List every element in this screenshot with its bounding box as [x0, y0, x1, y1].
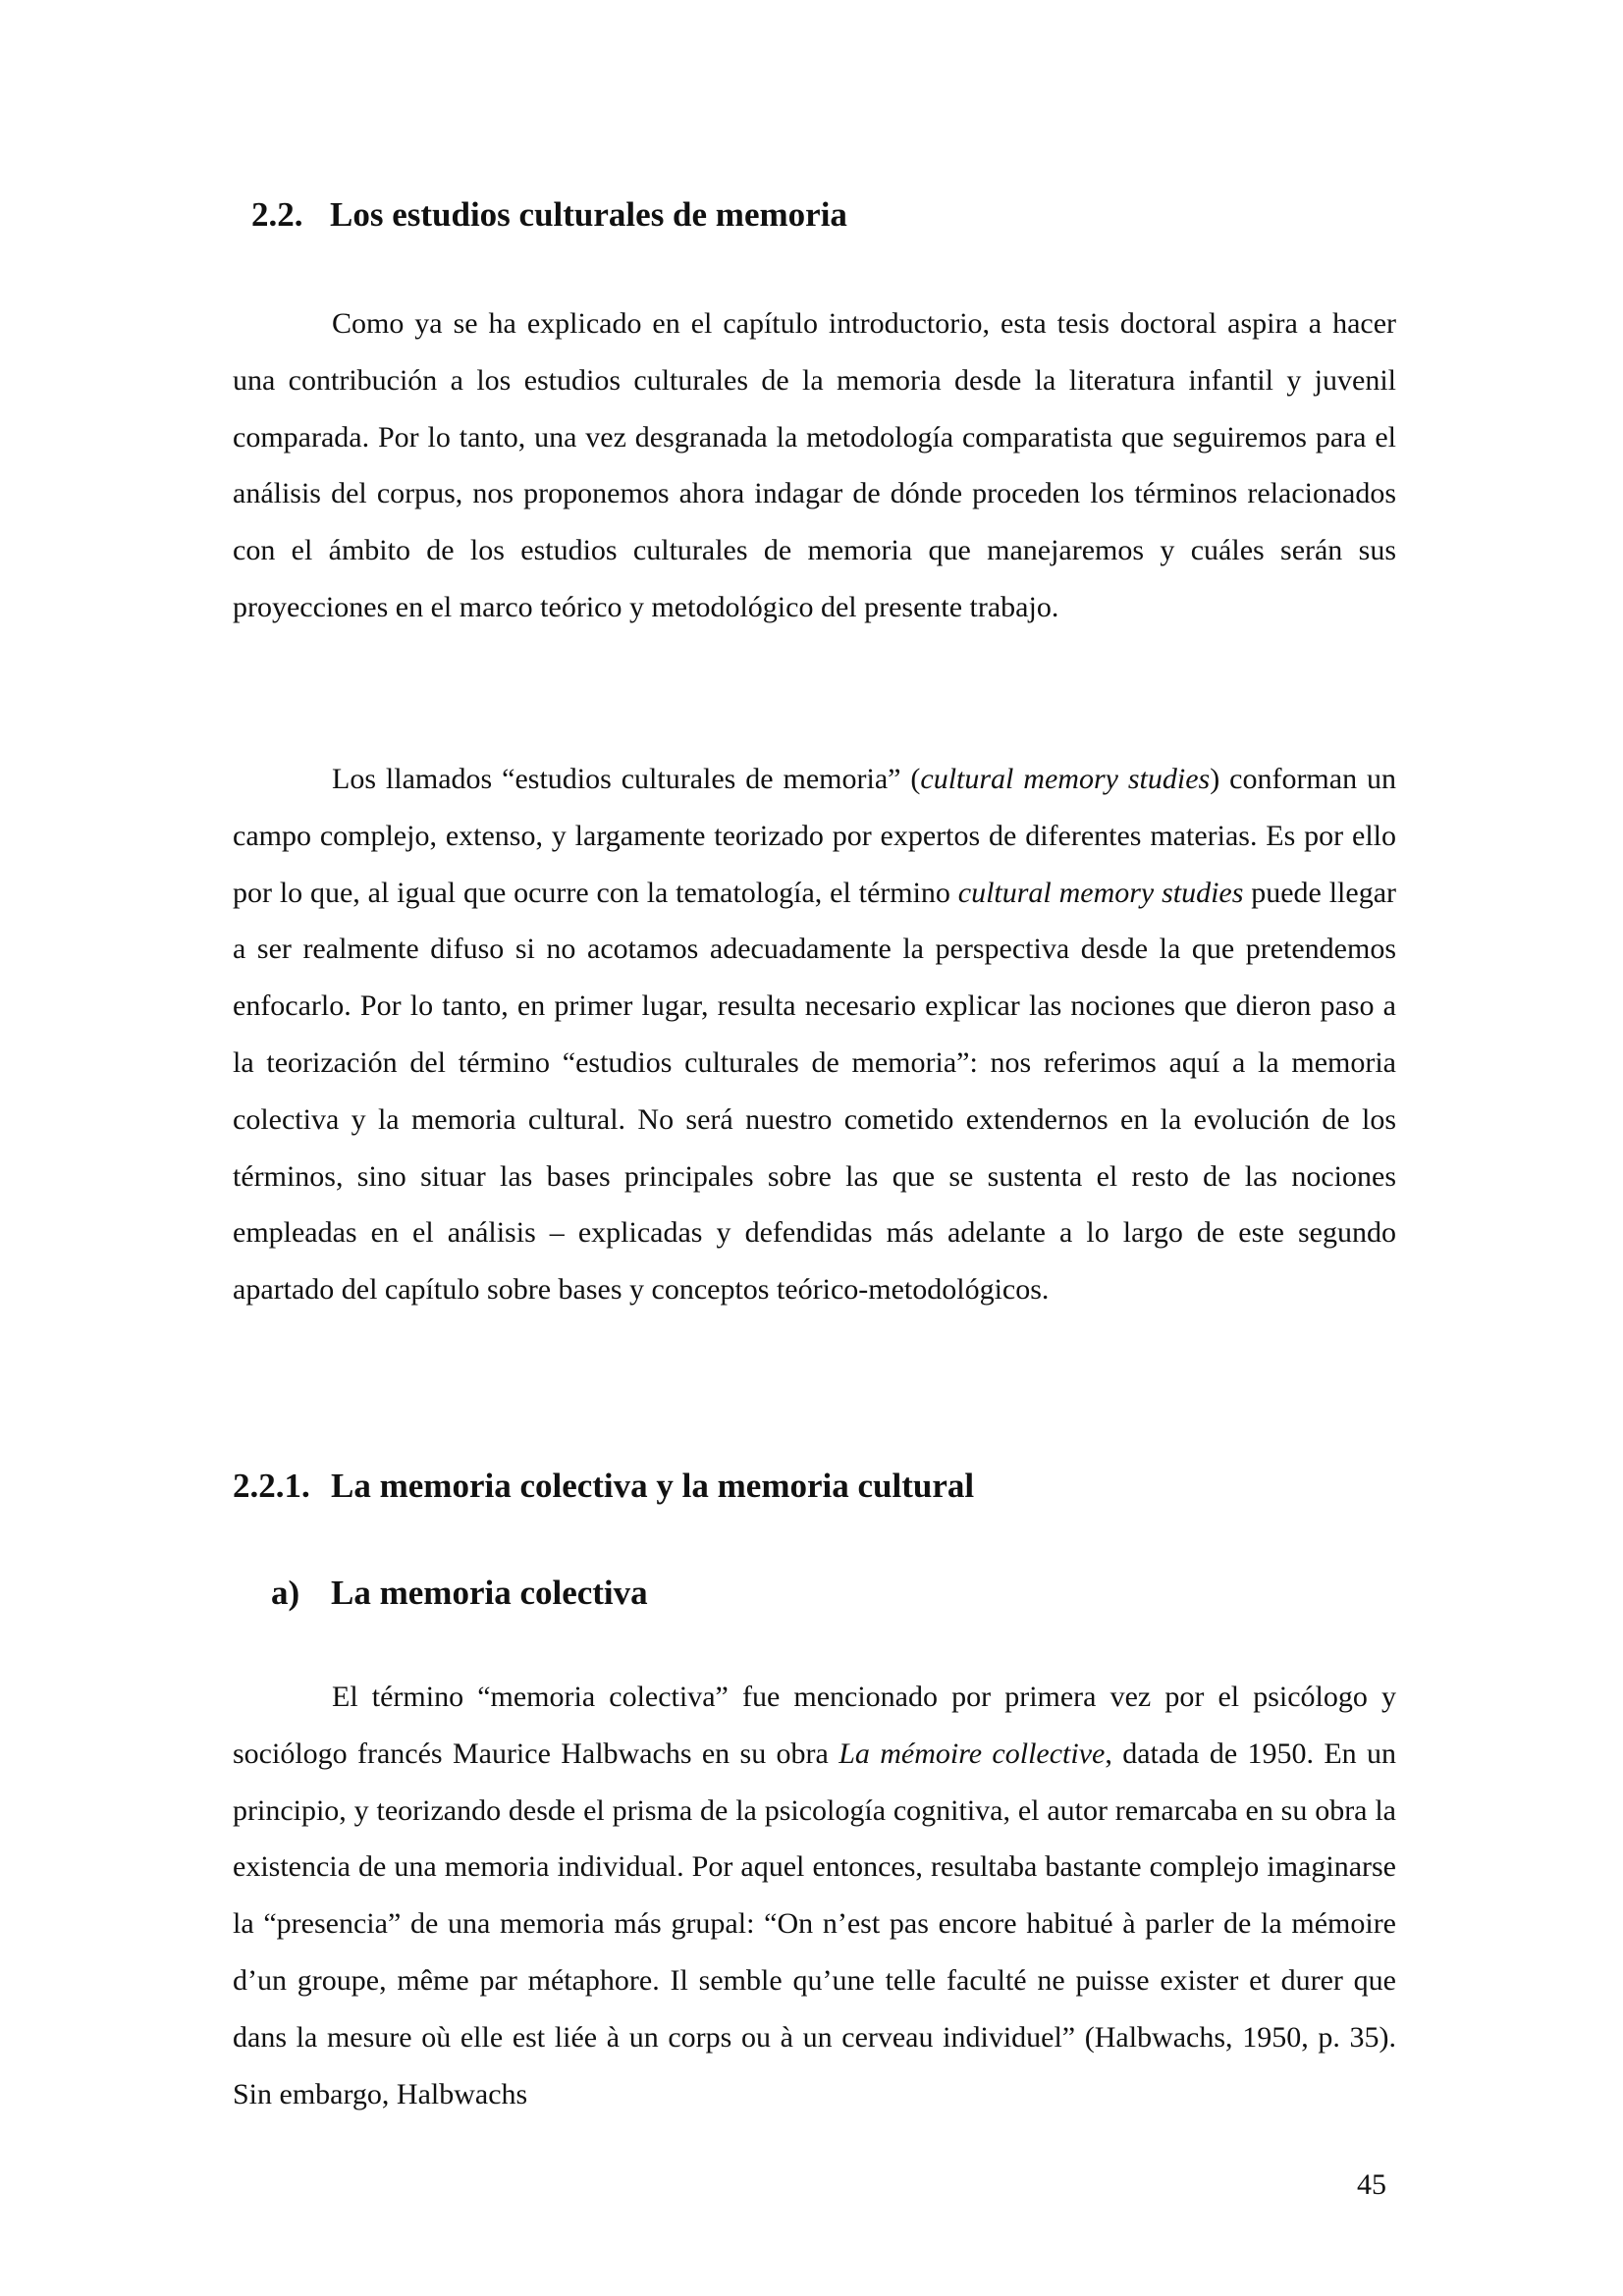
body-paragraph [233, 295, 1396, 636]
paragraph-text: Los llamados “estudios culturales de memoria” ( [332, 763, 921, 795]
paragraph-text: Como ya se ha explicado en el capítulo introductorio, esta tesis doctoral aspira a hacer una contribución a los estudios culturales de la memoria desde la literatura infantil y juvenil comparada. Por lo tanto, una vez desgranada la metodología comparatista que seguiremos para el análisis del corpus, nos proponemos ahora indagar de dónde proceden los términos relacionados con el ámbito de los estudios culturales de memoria que manejaremos y cuáles serán sus proyecciones en el marco teórico y metodológico del presente trabajo. [233, 307, 1396, 623]
italic-term: cultural memory studies [957, 876, 1244, 909]
body-paragraph [233, 1669, 1396, 2122]
section-title: Los estudios culturales de memoria [330, 195, 847, 234]
subsection-heading [233, 1467, 974, 1506]
section-number: 2.2. [251, 195, 303, 234]
page-number: 45 [1357, 2168, 1386, 2201]
italic-term: cultural memory studies [920, 763, 1211, 795]
body-paragraph [233, 751, 1396, 1318]
subsubsection-number: a) [271, 1574, 300, 1612]
subsection-number: 2.2.1. [233, 1467, 310, 1505]
paragraph-text: El término “memoria colectiva” fue mencionado por primera vez por el psicólogo y sociólogo francés Maurice Halbwachs en su obra [233, 1681, 1396, 1770]
paragraph-text: puede llegar a ser realmente difuso si no acotamos adecuadamente la perspectiva desde la que pretendemos enfocarlo. Por lo tanto, en primer lugar, resulta necesario explicar las nociones que dieron paso a la teorización del término “estudios culturales de memoria”: nos referimos aquí a la memoria colectiva y la memoria cultural. No será nuestro cometido extendernos en la evolución de los términos, sino situar las bases principales sobre las que se sustenta el resto de las nociones empleadas en el análisis – explicadas y defendidas más adelante a lo largo de este segundo apartado del capítulo sobre bases y conceptos teórico-metodológicos. [233, 876, 1396, 1307]
italic-term: La mémoire collective [839, 1736, 1106, 1770]
subsubsection-heading [271, 1574, 648, 1613]
paragraph-text: ) conforman un campo complejo, extenso, y largamente teorizado por expertos de diferentes materias. Es por ello por lo que, al igual que ocurre con la tematología, el término [233, 763, 1397, 909]
subsubsection-title: La memoria colectiva [331, 1574, 648, 1612]
paragraph-text: , datada de 1950. En un principio, y teorizando desde el prisma de la psicología cognitiva, el autor remarcaba en su obra la existencia de una memoria individual. Por aquel entonces, resultaba bastante complejo imaginarse la “presencia” de una memoria más grupal: “On n’est pas encore habitué à parler de la mémoire d’un groupe, même par métaphore. Il semble qu’une telle faculté ne puisse exister et durer que dans la mesure où elle est liée à un corps ou à un cerveau individuel” (Halbwachs, 1950, p. 35). Sin embargo, Halbwachs [233, 1736, 1396, 2110]
subsection-title: La memoria colectiva y la memoria cultural [331, 1467, 975, 1505]
section-heading [251, 195, 847, 235]
